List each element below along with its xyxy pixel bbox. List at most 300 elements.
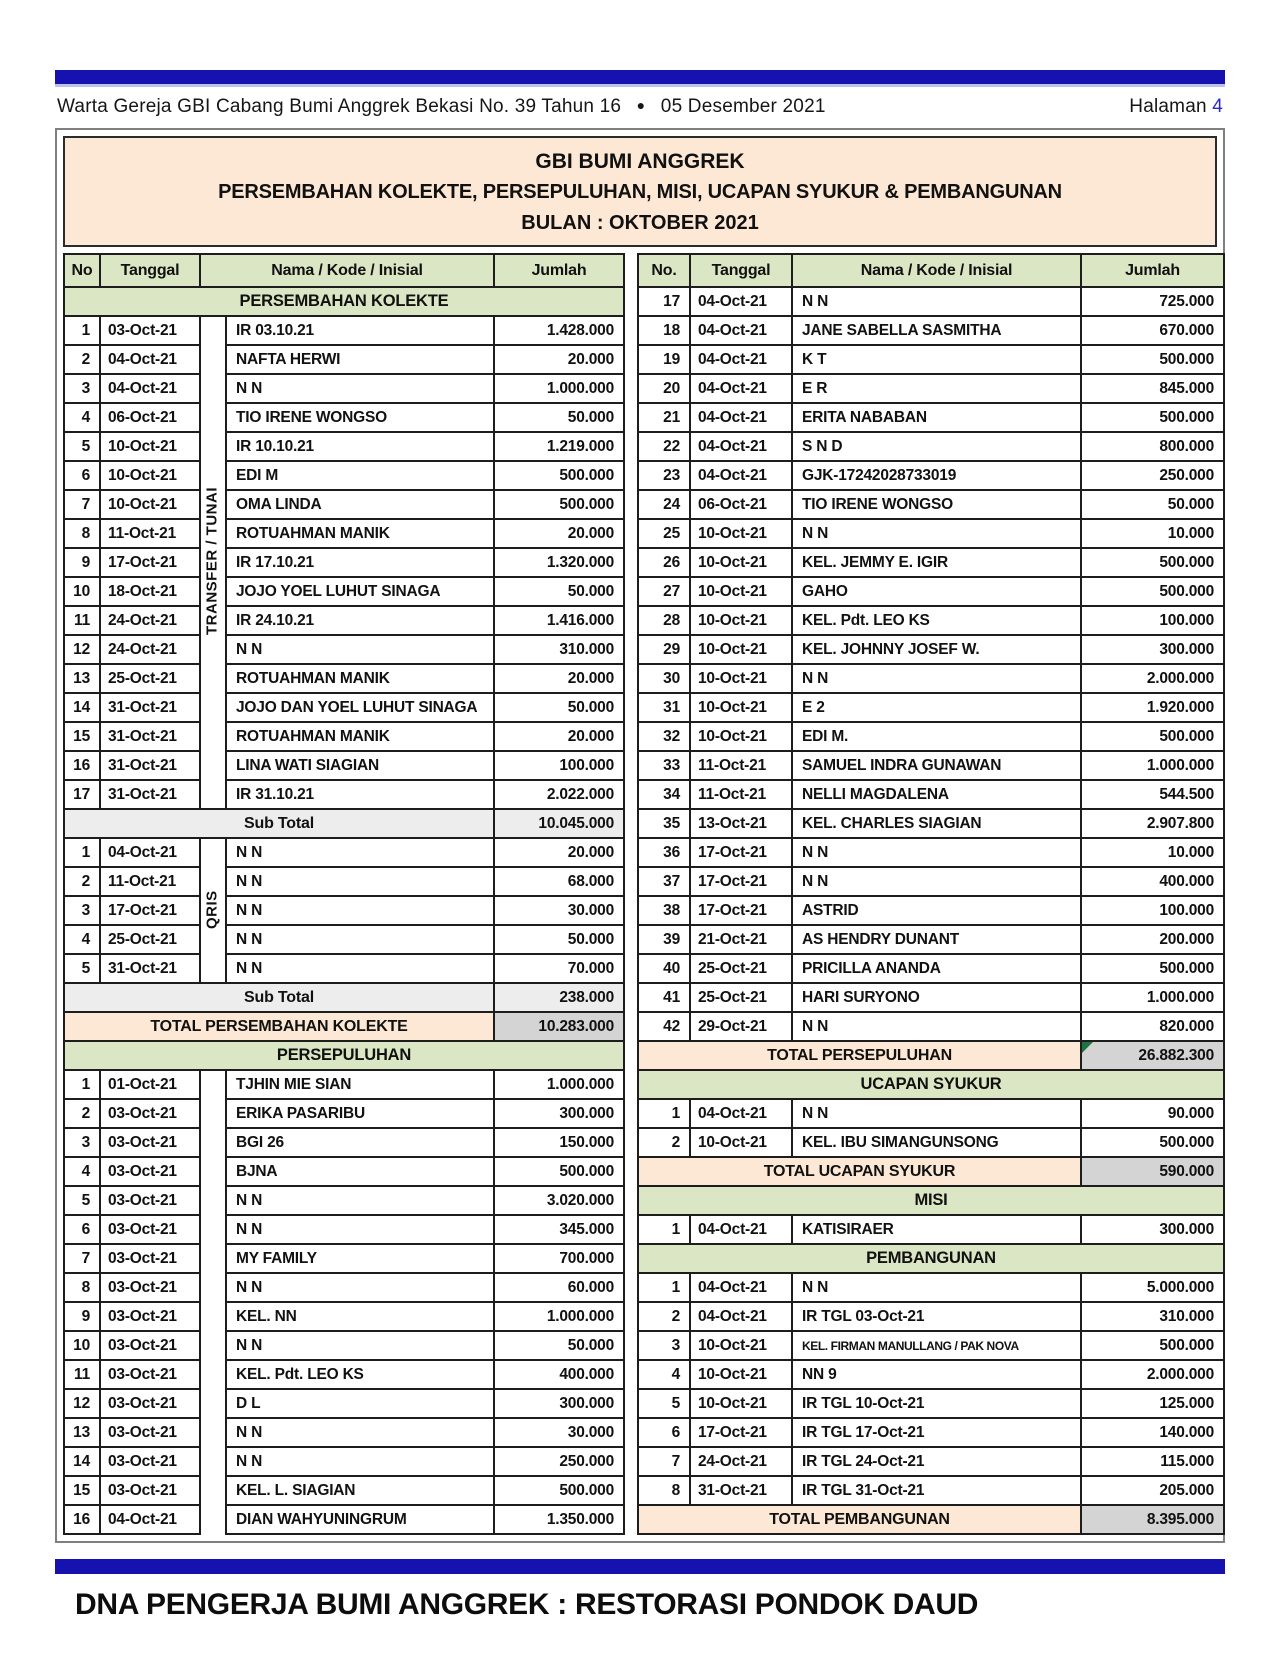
table-row: [638, 606, 1224, 635]
cell-name: BGI 26: [226, 1128, 494, 1157]
table-row: [64, 490, 624, 519]
left-table-wrap: [63, 253, 625, 1535]
cell-amount: 845.000: [1081, 374, 1224, 403]
total-value: 8.395.000: [1081, 1505, 1224, 1534]
column-header-jumlah: Jumlah: [1081, 254, 1224, 287]
table-row: [64, 1505, 624, 1534]
cell-amount: 500.000: [1081, 954, 1224, 983]
cell-date: 04-Oct-21: [100, 345, 200, 374]
table-row: [64, 1302, 624, 1331]
cell-amount: 3.020.000: [494, 1186, 624, 1215]
table-row: [64, 751, 624, 780]
cell-name: MY FAMILY: [226, 1244, 494, 1273]
group-strip: [200, 1505, 226, 1534]
cell-amount: 2.000.000: [1081, 1360, 1224, 1389]
cell-amount: 310.000: [494, 635, 624, 664]
cell-amount: 50.000: [494, 403, 624, 432]
cell-date: 04-Oct-21: [690, 1273, 792, 1302]
cell-amount: 70.000: [494, 954, 624, 983]
cell-name: N N: [226, 896, 494, 925]
cell-date: 17-Oct-21: [690, 867, 792, 896]
footer-announcement: DNA PENGERJA BUMI ANGGREK : RESTORASI PONDOK DAUD: [75, 1588, 979, 1621]
report-month: BULAN : OKTOBER 2021: [521, 212, 759, 234]
table-row: [64, 548, 624, 577]
cell-no: 14: [64, 1447, 100, 1476]
cell-no: 10: [64, 1331, 100, 1360]
cell-amount: 205.000: [1081, 1476, 1224, 1505]
left-table: [63, 253, 625, 1535]
column-header-nama: Nama / Kode / Inisial: [200, 254, 494, 287]
cell-no: 18: [638, 316, 690, 345]
cell-amount: 2.022.000: [494, 780, 624, 809]
cell-no: 33: [638, 751, 690, 780]
cell-amount: 200.000: [1081, 925, 1224, 954]
cell-no: 22: [638, 432, 690, 461]
cell-date: 17-Oct-21: [100, 548, 200, 577]
cell-name: LINA WATI SIAGIAN: [226, 751, 494, 780]
cell-date: 17-Oct-21: [100, 896, 200, 925]
cell-name: E R: [792, 374, 1081, 403]
table-row: [64, 461, 624, 490]
page-number: 4: [1212, 96, 1223, 117]
cell-amount: 50.000: [494, 1331, 624, 1360]
cell-no: 10: [64, 577, 100, 606]
table-row: [638, 1360, 1224, 1389]
cell-no: 4: [64, 925, 100, 954]
cell-amount: 1.350.000: [494, 1505, 624, 1534]
section-header-misi: MISI: [638, 1186, 1224, 1215]
cell-no: 3: [64, 1128, 100, 1157]
cell-date: 03-Oct-21: [100, 1186, 200, 1215]
cell-no: 15: [64, 722, 100, 751]
cell-date: 06-Oct-21: [690, 490, 792, 519]
cell-no: 20: [638, 374, 690, 403]
cell-no: 17: [638, 287, 690, 316]
cell-amount: 500.000: [1081, 722, 1224, 751]
cell-no: 7: [638, 1447, 690, 1476]
cell-date: 03-Oct-21: [100, 1389, 200, 1418]
page-label: Halaman: [1129, 96, 1207, 117]
cell-no: 32: [638, 722, 690, 751]
table-row: [64, 838, 624, 867]
section-header-ucapan-syukur: UCAPAN SYUKUR: [638, 1070, 1224, 1099]
group-strip: [200, 1157, 226, 1186]
cell-date: 17-Oct-21: [690, 1418, 792, 1447]
table-row: [638, 983, 1224, 1012]
cell-date: 01-Oct-21: [100, 1070, 200, 1099]
cell-amount: 250.000: [494, 1447, 624, 1476]
table-row: [64, 1244, 624, 1273]
cell-date: 10-Oct-21: [690, 1128, 792, 1157]
section-header-persembahan-kolekte: PERSEMBAHAN KOLEKTE: [64, 287, 624, 316]
cell-amount: 10.000: [1081, 519, 1224, 548]
cell-no: 8: [64, 1273, 100, 1302]
cell-date: 10-Oct-21: [690, 635, 792, 664]
cell-name: TIO IRENE WONGSO: [792, 490, 1081, 519]
cell-no: 9: [64, 548, 100, 577]
page-indicator: [1129, 96, 1223, 118]
group-strip: [200, 722, 226, 751]
cell-date: 04-Oct-21: [100, 838, 200, 867]
cell-name: N N: [792, 664, 1081, 693]
cell-date: 04-Oct-21: [100, 1505, 200, 1534]
cell-name: N N: [226, 1418, 494, 1447]
cell-no: 26: [638, 548, 690, 577]
cell-name: IR TGL 03-Oct-21: [792, 1302, 1081, 1331]
cell-date: 25-Oct-21: [100, 664, 200, 693]
cell-amount: 1.320.000: [494, 548, 624, 577]
cell-date: 29-Oct-21: [690, 1012, 792, 1041]
cell-amount: 5.000.000: [1081, 1273, 1224, 1302]
group-strip: [200, 1128, 226, 1157]
table-row: [64, 403, 624, 432]
cell-amount: 1.000.000: [494, 1070, 624, 1099]
cell-no: 2: [64, 867, 100, 896]
cell-no: 12: [64, 1389, 100, 1418]
cell-amount: 100.000: [494, 751, 624, 780]
cell-date: 10-Oct-21: [690, 548, 792, 577]
ucapan-rows: [638, 1099, 1224, 1157]
cell-name: KEL. CHARLES SIAGIAN: [792, 809, 1081, 838]
cell-no: 9: [64, 1302, 100, 1331]
cell-name: DIAN WAHYUNINGRUM: [226, 1505, 494, 1534]
cell-no: 35: [638, 809, 690, 838]
table-row: [64, 606, 624, 635]
persepuluhan-rows-left: [64, 1070, 624, 1534]
table-row: [64, 374, 624, 403]
cell-amount: 68.000: [494, 867, 624, 896]
table-row: [638, 1273, 1224, 1302]
cell-name: ROTUAHMAN MANIK: [226, 664, 494, 693]
cell-name: NN 9: [792, 1360, 1081, 1389]
column-header-tanggal: Tanggal: [100, 254, 200, 287]
cell-no: 21: [638, 403, 690, 432]
cell-no: 31: [638, 693, 690, 722]
cell-amount: 20.000: [494, 722, 624, 751]
report-frame: [55, 128, 1225, 1543]
cell-name: N N: [792, 1012, 1081, 1041]
table-row: [64, 1418, 624, 1447]
cell-amount: 345.000: [494, 1215, 624, 1244]
group-strip: [200, 1331, 226, 1360]
left-table-header: [64, 254, 624, 287]
pembangunan-rows: [638, 1273, 1224, 1505]
table-row: [638, 664, 1224, 693]
table-row: [64, 1157, 624, 1186]
cell-name: K T: [792, 345, 1081, 374]
cell-no: 6: [64, 461, 100, 490]
cell-amount: 400.000: [494, 1360, 624, 1389]
cell-no: 3: [64, 374, 100, 403]
cell-name: N N: [792, 838, 1081, 867]
cell-amount: 500.000: [494, 490, 624, 519]
cell-amount: 544.500: [1081, 780, 1224, 809]
table-row: [638, 867, 1224, 896]
cell-date: 10-Oct-21: [100, 490, 200, 519]
cell-no: 39: [638, 925, 690, 954]
cell-no: 5: [64, 432, 100, 461]
cell-date: 04-Oct-21: [690, 1099, 792, 1128]
cell-name: N N: [792, 519, 1081, 548]
tables-area: [63, 253, 1217, 1535]
group-strip: [200, 403, 226, 432]
cell-amount: 500.000: [494, 1476, 624, 1505]
cell-date: 17-Oct-21: [690, 896, 792, 925]
transfer-tunai-label: TRANSFER / TUNAI: [203, 487, 221, 636]
cell-no: 16: [64, 751, 100, 780]
table-row: [638, 490, 1224, 519]
cell-amount: 310.000: [1081, 1302, 1224, 1331]
cell-no: 5: [64, 954, 100, 983]
group-strip: [200, 316, 226, 345]
cell-name: NELLI MAGDALENA: [792, 780, 1081, 809]
section-header-pembangunan: PEMBANGUNAN: [638, 1244, 1224, 1273]
cell-name: ERIKA PASARIBU: [226, 1099, 494, 1128]
group-strip: [200, 461, 226, 490]
persepuluhan-rows-right: [638, 287, 1224, 1041]
cell-no: 1: [64, 316, 100, 345]
masthead-date: 05 Desember 2021: [660, 96, 826, 117]
cell-date: 11-Oct-21: [100, 867, 200, 896]
cell-name: N N: [226, 1331, 494, 1360]
cell-date: 10-Oct-21: [690, 664, 792, 693]
cell-amount: 500.000: [1081, 548, 1224, 577]
table-row: [64, 1128, 624, 1157]
cell-no: 37: [638, 867, 690, 896]
table-row: [638, 809, 1224, 838]
cell-date: 31-Oct-21: [690, 1476, 792, 1505]
cell-amount: 670.000: [1081, 316, 1224, 345]
table-row: [638, 1012, 1224, 1041]
table-row: [64, 345, 624, 374]
cell-no: 19: [638, 345, 690, 374]
cell-name: ROTUAHMAN MANIK: [226, 519, 494, 548]
cell-no: 17: [64, 780, 100, 809]
table-row: [64, 1331, 624, 1360]
cell-no: 13: [64, 1418, 100, 1447]
cell-no: 2: [638, 1128, 690, 1157]
cell-amount: 400.000: [1081, 867, 1224, 896]
group-strip: [200, 1215, 226, 1244]
cell-date: 04-Oct-21: [690, 316, 792, 345]
cell-name: GAHO: [792, 577, 1081, 606]
cell-name: IR TGL 24-Oct-21: [792, 1447, 1081, 1476]
cell-name: KEL. Pdt. LEO KS: [792, 606, 1081, 635]
group-strip: [200, 751, 226, 780]
cell-amount: 90.000: [1081, 1099, 1224, 1128]
group-strip: [200, 606, 226, 635]
cell-amount: 50.000: [494, 693, 624, 722]
cell-no: 30: [638, 664, 690, 693]
table-row: [64, 316, 624, 345]
group-strip: [200, 1389, 226, 1418]
cell-name: N N: [226, 374, 494, 403]
cell-date: 03-Oct-21: [100, 316, 200, 345]
table-row: [64, 722, 624, 751]
cell-date: 04-Oct-21: [690, 461, 792, 490]
table-row: [64, 1273, 624, 1302]
cell-name: S N D: [792, 432, 1081, 461]
cell-date: 18-Oct-21: [100, 577, 200, 606]
table-row: [638, 722, 1224, 751]
cell-amount: 1.000.000: [1081, 983, 1224, 1012]
cell-name: ERITA NABABAN: [792, 403, 1081, 432]
cell-amount: 125.000: [1081, 1389, 1224, 1418]
cell-no: 3: [638, 1331, 690, 1360]
group-strip: [200, 664, 226, 693]
cell-no: 8: [638, 1476, 690, 1505]
group-strip: [200, 374, 226, 403]
cell-amount: 1.920.000: [1081, 693, 1224, 722]
table-row: [64, 1215, 624, 1244]
cell-date: 10-Oct-21: [690, 606, 792, 635]
cell-no: 4: [64, 1157, 100, 1186]
cell-amount: 300.000: [1081, 1215, 1224, 1244]
cell-name: EDI M: [226, 461, 494, 490]
cell-name: N N: [226, 1215, 494, 1244]
cell-date: 04-Oct-21: [690, 345, 792, 374]
cell-date: 03-Oct-21: [100, 1099, 200, 1128]
cell-no: 24: [638, 490, 690, 519]
cell-date: 11-Oct-21: [690, 780, 792, 809]
cell-date: 04-Oct-21: [690, 403, 792, 432]
cell-name: AS HENDRY DUNANT: [792, 925, 1081, 954]
table-row: [638, 432, 1224, 461]
group-strip: [200, 867, 226, 896]
cell-amount: 60.000: [494, 1273, 624, 1302]
cell-name: KEL. Pdt. LEO KS: [226, 1360, 494, 1389]
cell-no: 5: [64, 1186, 100, 1215]
cell-name: OMA LINDA: [226, 490, 494, 519]
subtotal-value: 238.000: [494, 983, 624, 1012]
cell-amount: 150.000: [494, 1128, 624, 1157]
group-strip: [200, 1273, 226, 1302]
cell-no: 6: [64, 1215, 100, 1244]
cell-no: 29: [638, 635, 690, 664]
table-row: [638, 1331, 1224, 1360]
cell-no: 34: [638, 780, 690, 809]
cell-name: N N: [226, 1447, 494, 1476]
cell-amount: 500.000: [494, 461, 624, 490]
cell-date: 04-Oct-21: [100, 374, 200, 403]
table-row: [64, 1186, 624, 1215]
table-row: [638, 925, 1224, 954]
table-row: [638, 954, 1224, 983]
cell-no: 12: [64, 635, 100, 664]
cell-amount: 2.000.000: [1081, 664, 1224, 693]
subtotal-row-qris: Sub Total 238.000: [64, 983, 624, 1012]
table-row: [64, 635, 624, 664]
cell-no: 7: [64, 1244, 100, 1273]
total-row-persembahan-kolekte: TOTAL PERSEMBAHAN KOLEKTE 10.283.000: [64, 1012, 624, 1041]
cell-name: N N: [226, 925, 494, 954]
cell-no: 1: [638, 1273, 690, 1302]
cell-name: JOJO DAN YOEL LUHUT SINAGA: [226, 693, 494, 722]
footer-accent-bar: [55, 1559, 1225, 1574]
cell-name: KEL. FIRMAN MANULLANG / PAK NOVA: [792, 1331, 1081, 1360]
cell-no: 40: [638, 954, 690, 983]
table-row: [638, 693, 1224, 722]
cell-name: KEL. L. SIAGIAN: [226, 1476, 494, 1505]
cell-amount: 50.000: [494, 577, 624, 606]
masthead-title: [57, 96, 836, 118]
table-row: [638, 1302, 1224, 1331]
cell-date: 24-Oct-21: [690, 1447, 792, 1476]
cell-date: 13-Oct-21: [690, 809, 792, 838]
cell-no: 4: [638, 1360, 690, 1389]
subtotal-value: 10.045.000: [494, 809, 624, 838]
cell-date: 04-Oct-21: [690, 1215, 792, 1244]
table-row: [638, 1128, 1224, 1157]
table-row: [638, 635, 1224, 664]
group-strip: [200, 1070, 226, 1099]
table-row: [638, 577, 1224, 606]
table-row: [638, 1476, 1224, 1505]
cell-name: IR TGL 17-Oct-21: [792, 1418, 1081, 1447]
comment-triangle-icon: [1082, 1042, 1093, 1053]
group-strip: [200, 1447, 226, 1476]
total-row-ucapan-syukur: TOTAL UCAPAN SYUKUR 590.000: [638, 1157, 1224, 1186]
cell-no: 13: [64, 664, 100, 693]
column-header-nama: Nama / Kode / Inisial: [792, 254, 1081, 287]
cell-amount: 250.000: [1081, 461, 1224, 490]
cell-date: 10-Oct-21: [690, 722, 792, 751]
cell-amount: 30.000: [494, 1418, 624, 1447]
cell-no: 41: [638, 983, 690, 1012]
table-row: [638, 345, 1224, 374]
column-header-no: No.: [638, 254, 690, 287]
report-title-box: [63, 136, 1217, 247]
cell-name: SAMUEL INDRA GUNAWAN: [792, 751, 1081, 780]
masthead: [57, 96, 1223, 118]
table-row: [64, 693, 624, 722]
table-row: [64, 519, 624, 548]
right-table: [637, 253, 1225, 1535]
column-header-tanggal: Tanggal: [690, 254, 792, 287]
table-row: [64, 896, 624, 925]
cell-date: 03-Oct-21: [100, 1215, 200, 1244]
cell-no: 36: [638, 838, 690, 867]
table-row: [64, 925, 624, 954]
cell-amount: 725.000: [1081, 287, 1224, 316]
table-row: [638, 1418, 1224, 1447]
cell-name: N N: [792, 867, 1081, 896]
table-row: [638, 780, 1224, 809]
cell-name: IR 31.10.21: [226, 780, 494, 809]
cell-name: TJHIN MIE SIAN: [226, 1070, 494, 1099]
group-strip: [200, 1302, 226, 1331]
group-strip: [200, 519, 226, 548]
cell-date: 25-Oct-21: [100, 925, 200, 954]
table-row: [638, 374, 1224, 403]
cell-name: ASTRID: [792, 896, 1081, 925]
cell-date: 04-Oct-21: [690, 287, 792, 316]
kolekte-rows: [64, 316, 624, 809]
table-row: [64, 664, 624, 693]
cell-name: HARI SURYONO: [792, 983, 1081, 1012]
cell-date: 10-Oct-21: [690, 1360, 792, 1389]
cell-date: 03-Oct-21: [100, 1128, 200, 1157]
cell-date: 25-Oct-21: [690, 983, 792, 1012]
report-subtitle: PERSEMBAHAN KOLEKTE, PERSEPULUHAN, MISI, UCAPAN SYUKUR & PEMBANGUNAN: [218, 181, 1062, 203]
table-row: [638, 548, 1224, 577]
right-table-header: [638, 254, 1224, 287]
cell-date: 10-Oct-21: [690, 577, 792, 606]
cell-amount: 1.428.000: [494, 316, 624, 345]
cell-name: BJNA: [226, 1157, 494, 1186]
group-strip: [200, 345, 226, 374]
cell-amount: 500.000: [1081, 403, 1224, 432]
